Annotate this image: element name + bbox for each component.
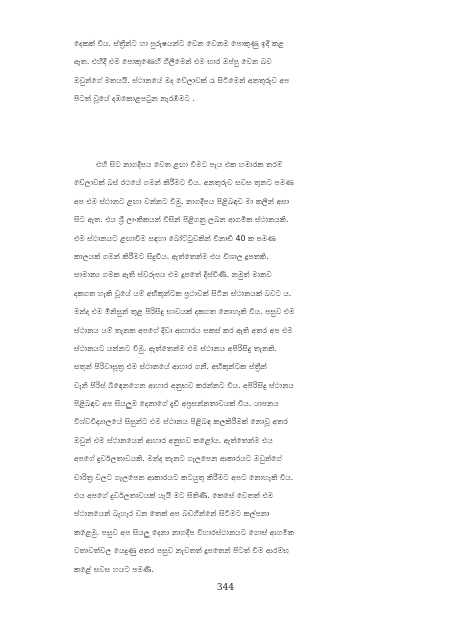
text-line: චාරිත්‍ර වලට ගැලපෙන ආකාරයට කටයුතු කිරීමට අපට නොහැකි විය. bbox=[74, 472, 294, 482]
text-line: සාමාන්‍ය ගමක ඇති ස්වරූපය එම දූපතේ දිස්විණි. නමුත් මානව bbox=[74, 270, 272, 280]
text-line: වේලාවක් බස් රථයේ ගමන් කිරීමට විය. අනතුරුව සවස තුනට පමණ bbox=[74, 178, 294, 188]
text-line: වතාවත්වල යෙදුණු අතර පසුව නැවතත් දූපතෙන් පිටත් වීම ආරම්භ bbox=[74, 546, 290, 556]
text-line: සතුන් පිරිවාසූත්‍ර එම ස්ථානයේ ආහාර ගනී. අභිකුන්ටක ස්ත්‍රීන් bbox=[74, 362, 267, 372]
text-line: ස්ථානයට යන්නට වීමු. ඇත්තෙන්ම එම ස්ථානය අපිරිසිදු තැනකි. bbox=[74, 343, 277, 353]
text-line: අප එම ස්ථානට ළඟා වන්නට වීමු. නාගදීපය පිළිබඳව මා කලින් අසා bbox=[74, 196, 290, 206]
text-line: කළෙමු. පසුව අප සියලු දෙනා නාගදීප විහාරස්ථානයට ගොස් ආගමික bbox=[74, 527, 295, 537]
paragraph-2 bbox=[74, 156, 386, 579]
text-line: ඇත. එහිදී එම පොකුණෙහි ගිලීමෙන් එම භාර ඔප්පු වෙන බව bbox=[74, 57, 272, 67]
text-line: ඔවුන්ගේ මතයයි. ස්ථානයේ මද වේලාවක් රැ සිටීමෙන් අනතුරුව අප bbox=[74, 75, 290, 85]
text-line: ඔවුන් එම ස්ථානයෙන් ආහාර අනුභව කළෝය. ඇත්තෙන්ම එය bbox=[74, 435, 273, 445]
text-line: අපගේ දුර්වලතාවයකි. මන්ද තැනට ගැලපෙන ආකාරයට ඔවුන්ගේ bbox=[74, 454, 282, 464]
text-line: පිළිබඳව අප සියලුම දෙනාගේ දැඩි අප්‍රසන්නතාවයක් විය. යාපනය bbox=[74, 399, 279, 409]
text-line: වැනි පිරිස් බිඳෙනගෙන ආහාර අනුභව කරන්නට විය. අපිරිසිදු ස්ථානය bbox=[74, 380, 294, 390]
text-line: එහි සිට නාගදීපය වෙත ළඟා වීමට පැය එක හමාරක තරම් bbox=[96, 160, 283, 169]
text-line: දකගත හැකි වූයේ යම් අභිකුන්ටක ප්‍රථාවක් සිටින ස්ථානයක් බවට ය. bbox=[74, 288, 292, 298]
text-line: එය අපගේ දුර්වලතාවයක් යැයි මට සිතිණි. කෙසේ වෙතත් එම bbox=[74, 491, 274, 501]
text-line: විශ්වවිද්‍යාලයේ සිසුන්ට එම ස්ථානය පිළිබඳ කලකිරීමක් නොවූ අතර bbox=[74, 417, 288, 427]
text-line: ස්ථානය යම් තැනක අපගේ දිවා ආහාරය සකස් කර ඇති අතර අප එම bbox=[74, 325, 293, 335]
text-line: දෙකක් විය. ස්ත්‍රීන්ට හා පුරුෂයන්ට වෙන වෙනම පොකුණු ඉදි කළ bbox=[74, 39, 284, 48]
text-line: කාලයක් ගමන් කිරීමට සිදුවිය. ඇත්තෙන්ම එය විශාල දූපතකි. bbox=[74, 251, 269, 261]
paragraph-1 bbox=[74, 35, 386, 109]
text-line: එම ස්ථානයට ළඟාවීම සඳහා බෝට්ටුවකින් විනාඩි 40 ක පමණ bbox=[74, 233, 276, 243]
page-number: 344 bbox=[216, 583, 235, 593]
text-line: සිට ඇත. එය ශ්‍රී ලාංකිකයන් විසින් පිළිගනු ලබන ආගමික ස්ථානයකි. bbox=[74, 215, 289, 225]
text-line: පිටත් වූයේ දඹකොළපටුන නැරඹීමට . bbox=[74, 94, 195, 104]
text-line: කළේ සවස හයට පමණි. bbox=[74, 564, 154, 574]
text-line: ස්ථානයෙන් බැහැර වන තෙක් අප බඩගින්නේ සිටීමට කල්පනා bbox=[74, 509, 270, 519]
text-line: මන්ද එම මිනිසුන් තුළ පිරිසිදු භාවයක් දකගත නොහැකි විය. පසුව එම bbox=[74, 307, 295, 317]
